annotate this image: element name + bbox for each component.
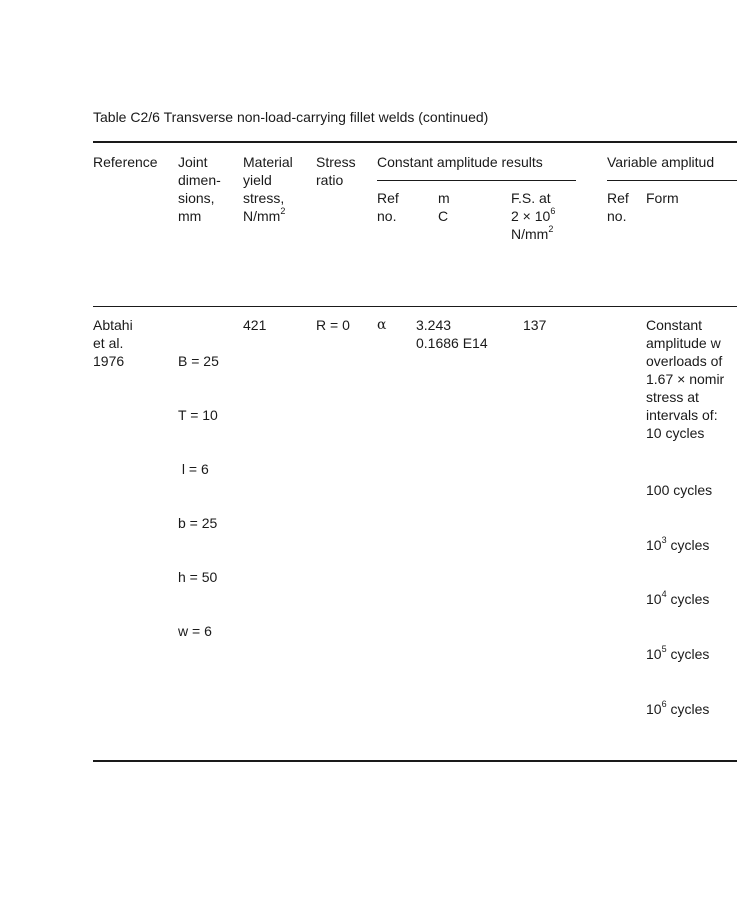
header-joint-line: mm [178,208,202,224]
header-stress-ratio [316,153,356,189]
bottom-rule [93,760,737,762]
header-fs [511,189,555,243]
form-line: 1.67 × nomir [646,371,725,387]
cell-m-c [416,316,488,352]
cell-material: 421 [243,317,267,333]
cell-form-clip [646,316,737,756]
header-m-c [438,189,450,225]
header-ref-no [377,189,399,225]
c-value: 0.1686 E14 [416,335,488,351]
joint-line: B = 25 [178,353,219,369]
form-line: intervals of: [646,407,718,423]
reference-line: 1976 [93,353,125,369]
header-material-line: $N/mm^2$ [243,206,286,224]
form-line: Constant [646,317,703,333]
cycles-1e5: $10^5$ cycles [646,644,710,662]
header-material [243,153,293,225]
cell-form [646,316,724,442]
table-caption: Table C2/6 Transverse non-load-carrying fillet welds (continued) [93,109,489,125]
header-stress-line: ratio [316,172,344,188]
joint-line: T = 10 [178,407,218,423]
header-material-line: Material [243,154,293,170]
header-fs-line: $N/mm^2$ [511,224,554,242]
header-joint-line: Joint [178,154,208,170]
form-line: overloads of [646,353,723,369]
header-ref-line: Ref [377,190,399,206]
cell-fs: 137 [523,317,547,333]
cycles-1e3: $10^3$ cycles [646,535,710,553]
header-variable-group: Variable amplitud [607,154,715,170]
constant-group-rule [377,180,576,181]
header-joint [178,153,221,225]
header-fs-line: F.S. at [511,190,551,206]
header-var-ref-line: no. [607,208,627,224]
header-joint-line: dimen- [178,172,221,188]
form-line: amplitude w [646,335,721,351]
cycles-1e4: $10^4$ cycles [646,589,710,607]
joint-line: l = 6 [178,461,209,477]
header-constant-group: Constant amplitude results [377,154,543,170]
header-fs-line: $2 \times 10^6$ [511,206,556,224]
header-reference: Reference [93,154,158,170]
variable-group-rule [607,180,737,181]
m-value: 3.243 [416,317,452,333]
header-stress-line: Stress [316,154,356,170]
form-line: stress at [646,389,699,405]
header-bottom-rule [93,306,737,307]
cell-stress-ratio: R = 0 [316,317,350,333]
cell-ref: α [377,317,387,333]
header-var-ref-line: Ref [607,190,629,206]
header-material-line: yield [243,172,272,188]
reference-line: et al. [93,335,124,351]
joint-line: h = 50 [178,569,218,585]
header-m-line: m [438,190,450,206]
reference-line: Abtahi [93,317,133,333]
header-variable-group-clip [607,153,737,173]
cycles-1e6: $10^6$ cycles [646,699,710,717]
header-var-ref-no [607,189,629,225]
cell-joint [178,316,219,658]
header-form: Form [646,190,679,206]
cell-reference [93,316,133,370]
joint-line: b = 25 [178,515,218,531]
joint-line: w = 6 [178,623,212,639]
header-c-line: C [438,208,449,224]
header-ref-line: no. [377,208,397,224]
cycles-100: 100 cycles [646,482,713,498]
form-line: 10 cycles [646,425,705,441]
top-rule [93,141,737,143]
header-joint-line: sions, [178,190,215,206]
header-material-line: stress, [243,190,285,206]
